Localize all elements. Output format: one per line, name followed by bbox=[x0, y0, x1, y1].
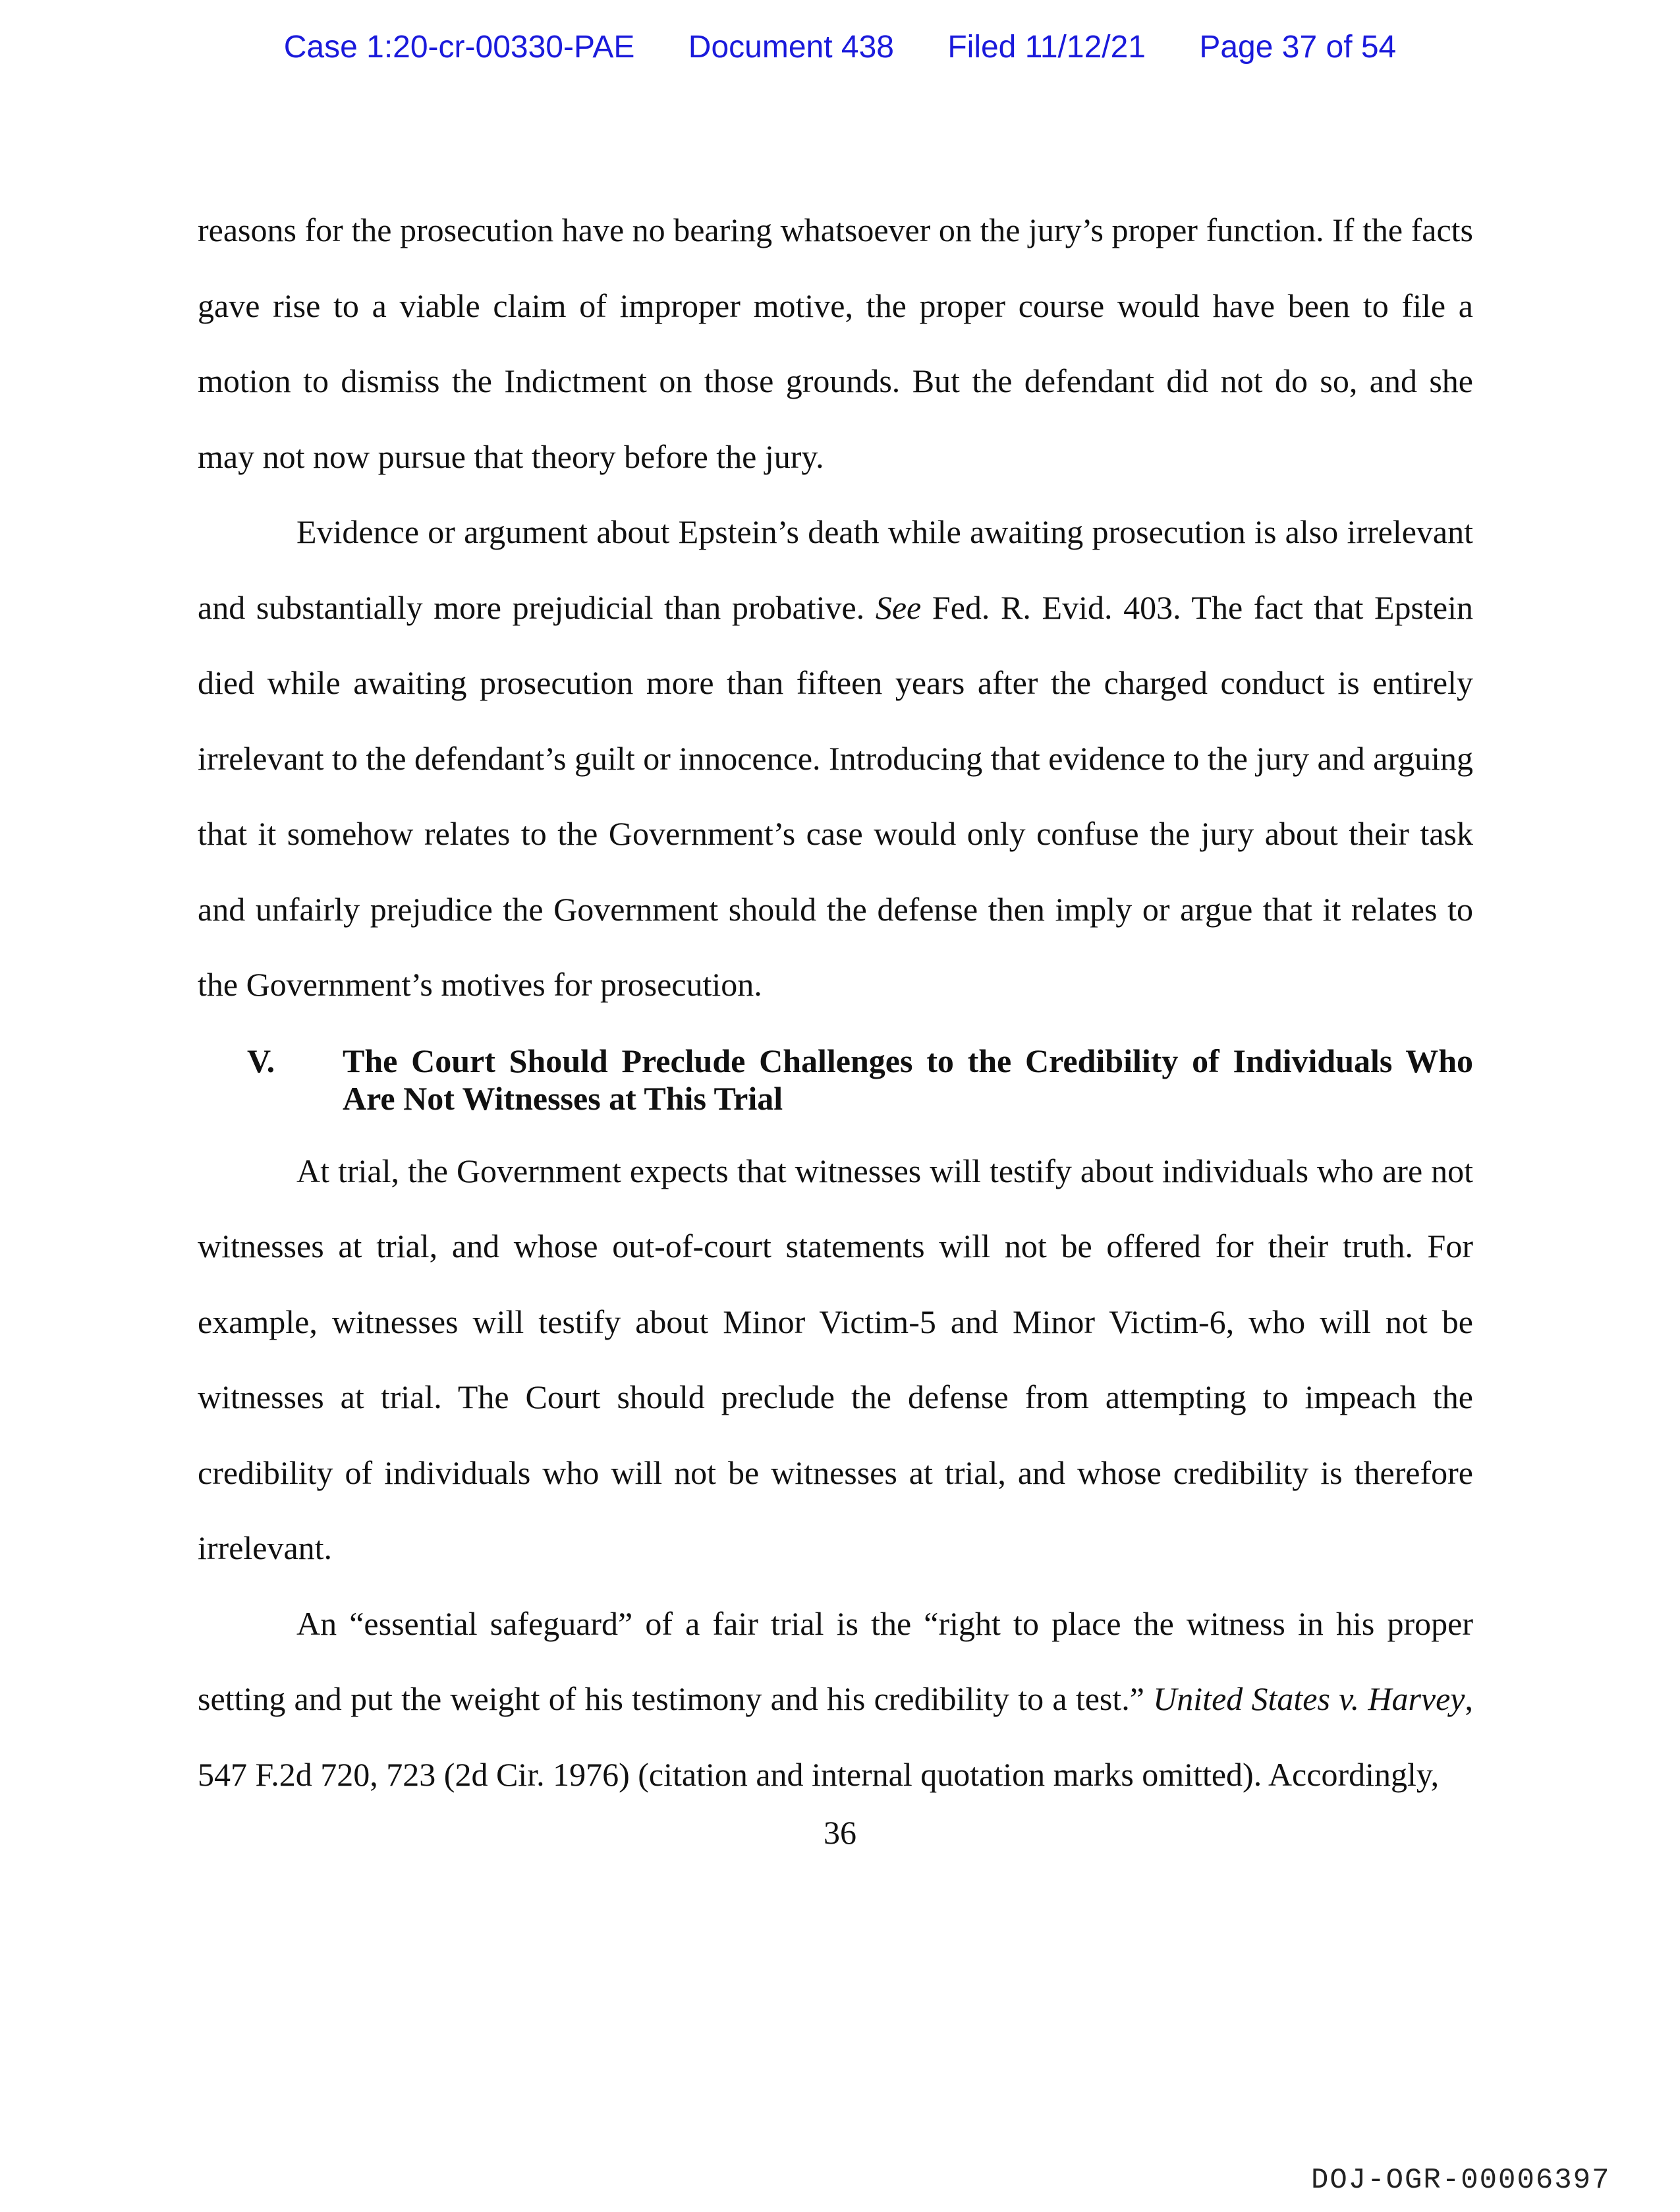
paragraph-4 bbox=[198, 1586, 1473, 1813]
filed-date: Filed 11/12/21 bbox=[947, 30, 1146, 65]
paragraph-1: reasons for the prosecution have no bearing whatsoever on the jury’s proper function. If the facts gave rise to a viable claim of improper motive, the proper course would have been to file a motion to dismiss the Indictment on those grounds. But the defendant did not do so, and she may not now pursue that theory before the jury. bbox=[198, 212, 1473, 475]
section-number: V. bbox=[247, 1042, 275, 1079]
paragraph-3: At trial, the Government expects that witnesses will testify about individuals who are not witnesses at trial, and whose out-of-court statements will not be offered for their truth. For example, witnesses will testify about Minor Victim-5 and Minor Victim-6, who will not be witnesses at trial. The Court should preclude the defense from attempting to impeach the credibility of individuals who will not be witnesses at trial, and whose credibility is therefore irrelevant. bbox=[198, 1152, 1473, 1566]
signal-see: See bbox=[875, 588, 922, 626]
document-number: Document 438 bbox=[688, 30, 894, 65]
bates-stamp: DOJ-OGR-00006397 bbox=[1311, 2164, 1611, 2197]
page-count: Page 37 of 54 bbox=[1199, 30, 1397, 65]
case-number: Case 1:20-cr-00330-PAE bbox=[283, 30, 635, 65]
paragraph-4-text-a: An “essential safeguard” of a fair trial is the “right to place the witness in his proper setting and put the weight of his testimony and his credibility to a test.” bbox=[198, 1604, 1473, 1717]
document-body bbox=[198, 192, 1473, 1812]
paragraph-4-text-b: , 547 F.2d 720, 723 (2d Cir. 1976) (citation and internal quotation marks omitted). Accordingly, bbox=[198, 1680, 1473, 1793]
page-number: 36 bbox=[824, 1814, 856, 1851]
paragraph-2-text-b: Fed. R. Evid. 403. The fact that Epstein died while awaiting prosecution more than fifteen years after the charged conduct is entirely irrelevant to the defendant’s guilt or innocence. Introducing that evidence to the jury and arguing that it somehow relates to the Government’s case would only confuse the jury about their task and unfairly prejudice the Government should the defense then imply or argue that it relates to the Government’s motives for prosecution. bbox=[198, 588, 1473, 1003]
section-heading bbox=[198, 1042, 1473, 1118]
case-header bbox=[0, 29, 1680, 65]
paragraph-2-text-a: Evidence or argument about Epstein’s death while awaiting prosecution is also irrelevant and substantially more prejudicial than probative. bbox=[198, 513, 1473, 626]
case-citation: United States v. Harvey bbox=[1153, 1680, 1465, 1717]
section-title: The Court Should Preclude Challenges to the Credibility of Individuals Who Are Not Witnesses at This Trial bbox=[343, 1042, 1473, 1117]
paragraph-2 bbox=[198, 494, 1473, 1023]
